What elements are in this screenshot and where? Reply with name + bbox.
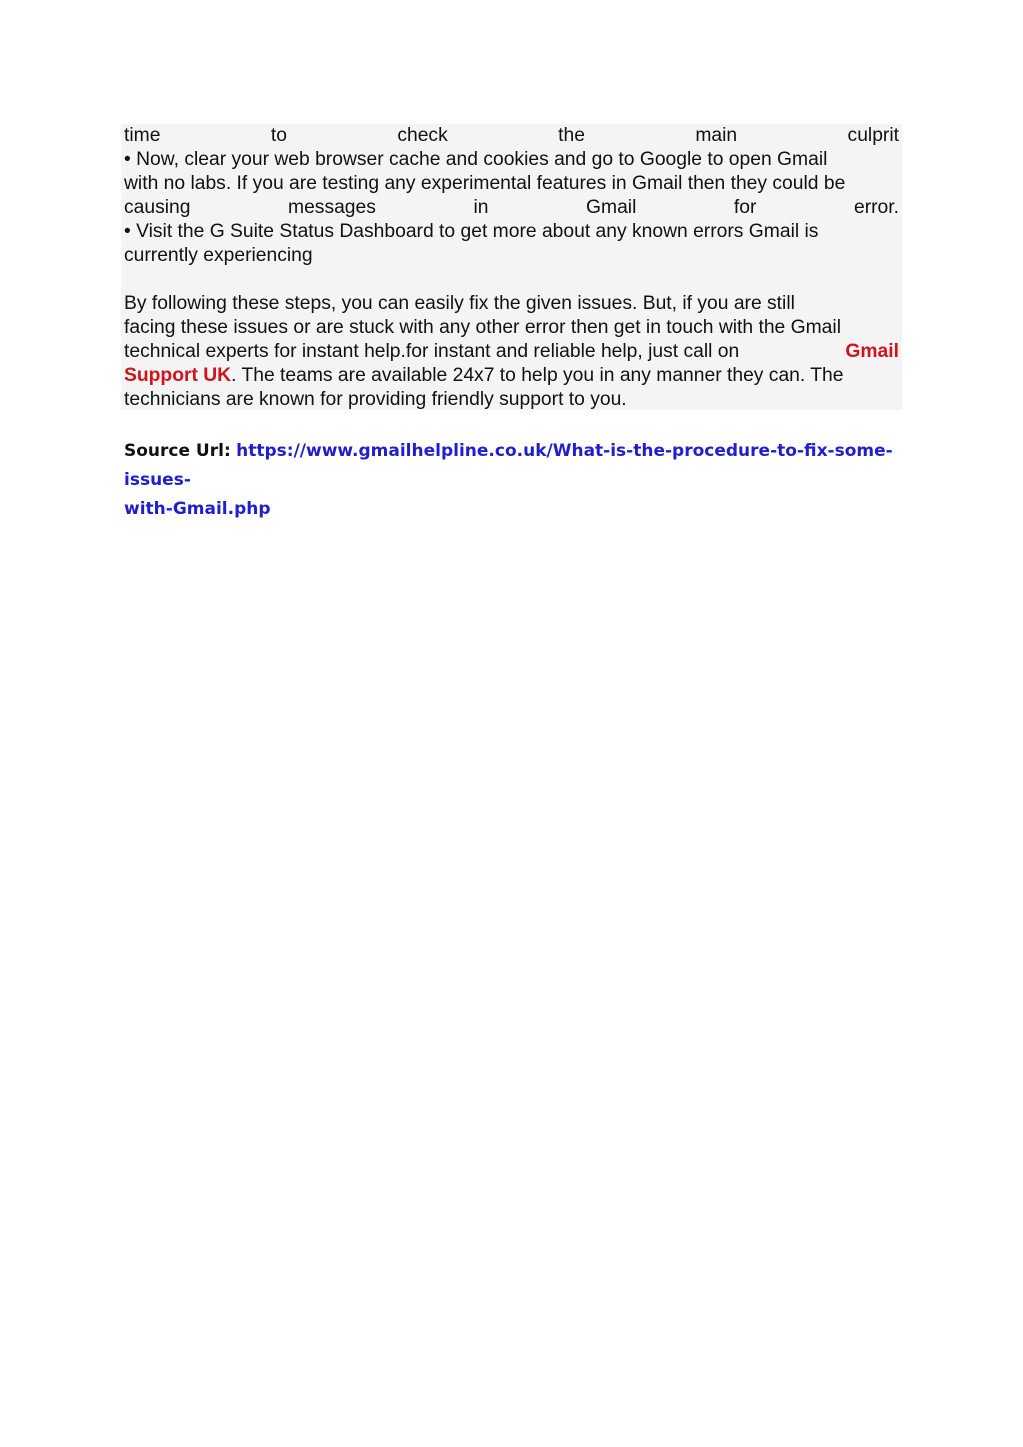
word: error. (853, 197, 899, 218)
word: time (124, 125, 161, 146)
paragraph2-line2: facing these issues or are stuck with any other error then get in touch with the Gmail (124, 317, 841, 338)
paragraph2-line5: technicians are known for providing friendly support to you. (124, 389, 627, 410)
word: Gmail (586, 197, 637, 218)
paragraph2-line1: By following these steps, you can easily fix the given issues. But, if you are still (124, 293, 795, 314)
paragraph1-line1 (124, 124, 899, 148)
word: to (270, 125, 287, 146)
paragraph2-line4-text: . The teams are available 24x7 to help you in any manner they can. The (231, 365, 844, 386)
source-url-link-continued[interactable]: with-Gmail.php (124, 499, 271, 519)
word: culprit (847, 125, 899, 146)
paragraph1-line2: • Now, clear your web browser cache and cookies and go to Google to open Gmail (124, 149, 828, 170)
paragraph2-line3 (124, 340, 899, 364)
paragraph1-line3: with no labs. If you are testing any experimental features in Gmail then they could be (124, 173, 846, 194)
source-url-block (124, 437, 894, 524)
gmail-support-link-part1[interactable]: Gmail (845, 341, 899, 362)
paragraph1-line6: currently experiencing (124, 245, 313, 266)
source-url-link[interactable]: https://www.gmailhelpline.co.uk/What-is-the-procedure-to-fix-some-issues- (124, 441, 893, 490)
paragraph2-line4 (124, 364, 899, 388)
word: check (397, 125, 448, 146)
word: messages (288, 197, 376, 218)
gmail-support-link-part2[interactable]: Support UK (124, 365, 232, 386)
word: causing (124, 197, 191, 218)
paragraph2-line3-text: technical experts for instant help.for instant and reliable help, just call on (124, 341, 740, 362)
word: for (733, 197, 757, 218)
source-label: Source Url: (124, 441, 231, 461)
paragraph1-line5: • Visit the G Suite Status Dashboard to get more about any known errors Gmail is (124, 221, 819, 242)
word: in (473, 197, 489, 218)
paragraph1-line4 (124, 196, 899, 220)
word: the (558, 125, 585, 146)
word: main (695, 125, 738, 146)
